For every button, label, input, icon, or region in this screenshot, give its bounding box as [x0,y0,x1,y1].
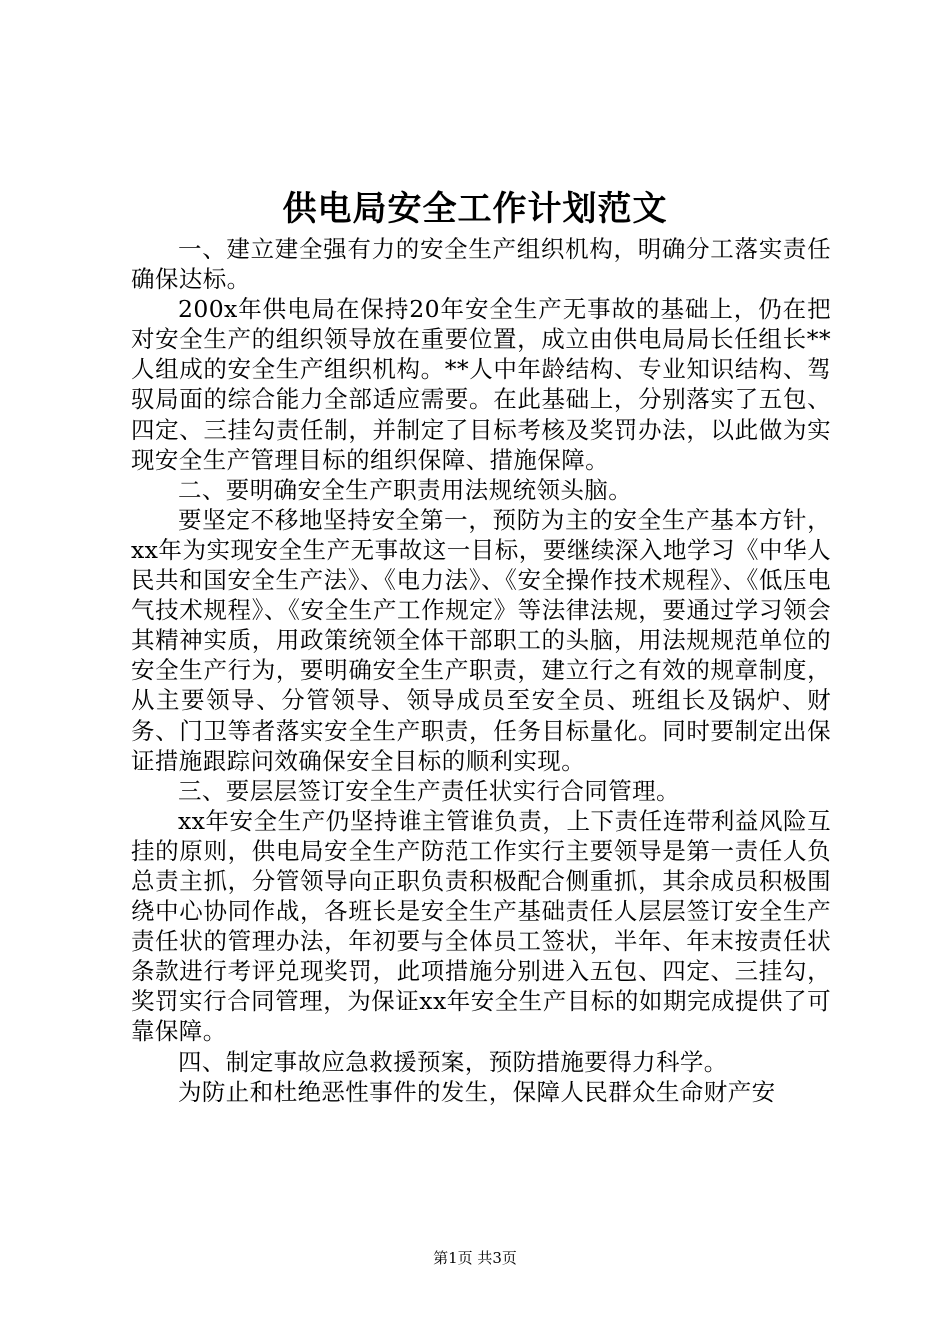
document-body [131,234,831,1107]
page-number-footer: 第1页 共3页 [433,1249,517,1267]
body-paragraph-2: 要坚定不移地坚持安全第一，预防为主的安全生产基本方针，xx年为实现安全生产无事故这一目标，要继续深入地学习《中华人民共和国安全生产法》、《电力法》、《安全操作技术规程》、《低压电气技术规程》、《安全生产工作规定》等法律法规，要通过学习领会其精神实质，用政策统领全体干部职工的头脑，用法规规范单位的安全生产行为，要明确安全生产职责，建立行之有效的规章制度，从主要领导、分管领导、领导成员至安全员、班组长及锅炉、财务、门卫等者落实安全生产职责，任务目标量化。同时要制定出保证措施跟踪问效确保安全目标的顺利实现。 [131,505,831,775]
body-paragraph-4: 为防止和杜绝恶性事件的发生，保障人民群众生命财产安 [178,1077,776,1106]
body-paragraph-1: 200x年供电局在保持20年安全生产无事故的基础上，仍在把对安全生产的组织领导放在重要位置，成立由供电局局长任组长**人组成的安全生产组织机构。**人中年龄结构、专业知识结构、驾驭局面的综合能力全部适应需要。在此基础上，分别落实了五包、四定、三挂勾责任制，并制定了目标考核及奖罚办法，以此做为实现安全生产管理目标的组织保障、措施保障。 [131,295,831,474]
section-heading-1: 一、建立建全强有力的安全生产组织机构，明确分工落实责任确保达标。 [131,235,831,294]
document-title: 供电局安全工作计划范文 [282,189,668,229]
section-heading-2: 二、要明确安全生产职责用法规统领头脑。 [178,475,633,504]
section-heading-4: 四、制定事故应急救援预案，预防措施要得力科学。 [178,1047,728,1076]
section-heading-3: 三、要层层签订安全生产责任状实行合同管理。 [178,776,680,805]
body-paragraph-3: xx年安全生产仍坚持谁主管谁负责，上下责任连带利益风险互挂的原则，供电局安全生产防范工作实行主要领导是第一责任人负总责主抓，分管领导向正职负责积极配合侧重抓，其余成员积极围绕中心协同作战，各班长是安全生产基础责任人层层签订安全生产责任状的管理办法，年初要与全体员工签状，半年、年末按责任状条款进行考评兑现奖罚，此项措施分别进入五包、四定、三挂勾，奖罚实行合同管理，为保证xx年安全生产目标的如期完成提供了可靠保障。 [131,806,831,1046]
